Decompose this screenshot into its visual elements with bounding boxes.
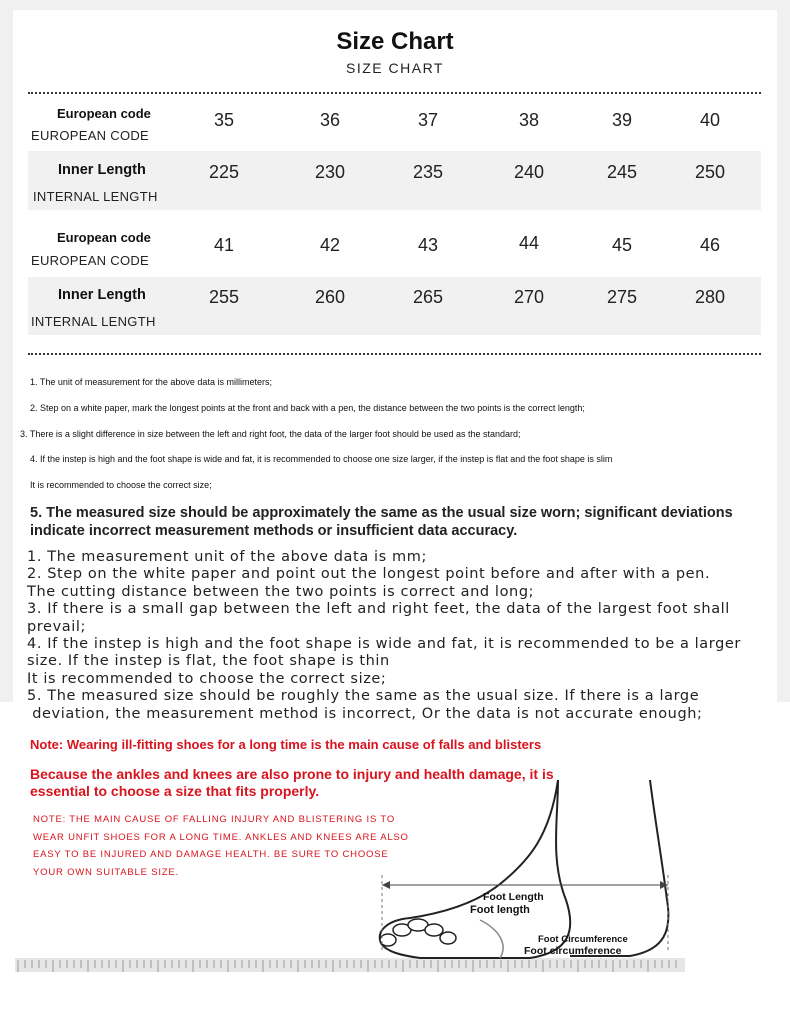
size-value: 275: [606, 287, 638, 307]
size-value: 235: [412, 162, 444, 182]
english-notes: [27, 549, 777, 723]
row-label: Inner Length: [58, 287, 146, 303]
english-note-line: 1. The measurement unit of the above data is mm;: [27, 549, 427, 565]
english-note-line: deviation, the measurement method is incorrect, Or the data is not accurate enough;: [27, 705, 703, 722]
warning-note: Note: Wearing ill-fitting shoes for a long time is the main cause of falls and blisters: [30, 737, 542, 752]
leg-back-outline: [570, 780, 668, 956]
divider-bottom: [28, 353, 761, 355]
arrow-head-left: [382, 881, 390, 889]
warning-main: Because the ankles and knees are also prone to injury and health damage, it is essential to choose a size that fits properly.: [30, 766, 554, 799]
size-value: 265: [412, 287, 444, 307]
foot-length-label: Foot Length: [483, 891, 544, 903]
size-value: 245: [606, 162, 638, 182]
size-row-eu-1: [28, 93, 761, 149]
size-value: 260: [314, 287, 346, 307]
size-value: 255: [208, 287, 240, 307]
note-1: 1. The unit of measurement for the above data is millimeters;: [30, 377, 272, 387]
english-note-line: The cutting distance between the two points is correct and long;: [27, 583, 535, 600]
row-label: Inner Length: [58, 162, 146, 178]
size-value: 38: [518, 110, 540, 130]
english-note-line: size. If the instep is flat, the foot shape is thin: [27, 653, 390, 670]
size-value: 46: [699, 235, 721, 255]
size-value: 44: [518, 233, 540, 253]
row-label-en: EUROPEAN CODE: [31, 253, 150, 268]
foot-circumference-label: Foot Circumference: [538, 934, 628, 945]
size-value: 225: [208, 162, 240, 182]
size-value: 280: [694, 287, 726, 307]
english-note-line: 4. If the instep is high and the foot shape is wide and fat, it is recommended to be a larger: [27, 636, 741, 653]
english-note-line: 2. Step on the white paper and point out the longest point before and after with a pen.: [27, 566, 711, 583]
note-2: 2. Step on a white paper, mark the longest points at the front and back with a pen, the distance between the two points is the correct length;: [30, 403, 585, 413]
foot-circumference-label-2: Foot circumference: [524, 945, 622, 957]
size-value: 270: [513, 287, 545, 307]
note-4: 4. If the instep is high and the foot shape is wide and fat, it is recommended to choose one size larger, if the instep is flat and the foot shape is slim: [30, 454, 613, 464]
note-3: 3. There is a slight difference in size between the left and right foot, the data of the larger foot should be used as the standard;: [20, 429, 521, 439]
english-note-line: 3. If there is a small gap between the left and right feet, the data of the largest foot shall: [27, 601, 730, 618]
foot-measurement-diagram: [10, 780, 790, 1025]
row-label-en: INTERNAL LENGTH: [33, 189, 158, 204]
size-row-eu-2: [28, 218, 761, 274]
size-value: 40: [699, 110, 721, 130]
size-value: 43: [417, 235, 439, 255]
size-value: 37: [417, 110, 439, 130]
foot-length-label-2: Foot length: [470, 904, 530, 916]
size-value: 39: [611, 110, 633, 130]
size-value: 250: [694, 162, 726, 182]
size-value: 42: [319, 235, 341, 255]
toe: [440, 932, 456, 944]
size-row-length-1: [28, 151, 761, 210]
size-value: 35: [213, 110, 235, 130]
warning-caps: NOTE: THE MAIN CAUSE OF FALLING INJURY AND BLISTERING IS TO WEAR UNFIT SHOES FOR A LONG TIME. ANKLES AND KNEES ARE ALSO EASY TO BE INJURED AND DAMAGE HEALTH. BE SURE TO CHOOSE YOUR OWN SUITABLE SIZE.: [33, 814, 409, 878]
row-label-en: INTERNAL LENGTH: [31, 314, 156, 329]
row-label: European code: [57, 106, 151, 121]
size-value: 36: [319, 110, 341, 130]
size-value: 240: [513, 162, 545, 182]
row-label-en: EUROPEAN CODE: [31, 128, 150, 143]
note-5: 5. The measured size should be approximately the same as the usual size worn; significant deviations indicate incorrect measurement methods or insufficient data accuracy.: [30, 505, 733, 539]
page-subtitle: SIZE CHART: [346, 60, 444, 76]
size-value: 230: [314, 162, 346, 182]
english-note-line: It is recommended to choose the correct size;: [27, 670, 387, 687]
english-note-line: prevail;: [27, 618, 86, 635]
row-label: European code: [57, 230, 151, 245]
size-row-length-2: [28, 277, 761, 335]
note-4b: It is recommended to choose the correct size;: [30, 480, 212, 490]
toe: [425, 924, 443, 936]
english-note-line: 5. The measured size should be roughly the same as the usual size. If there is a large: [27, 688, 700, 705]
size-value: 41: [213, 235, 235, 255]
page-title: Size Chart: [336, 28, 454, 55]
size-value: 45: [611, 235, 633, 255]
